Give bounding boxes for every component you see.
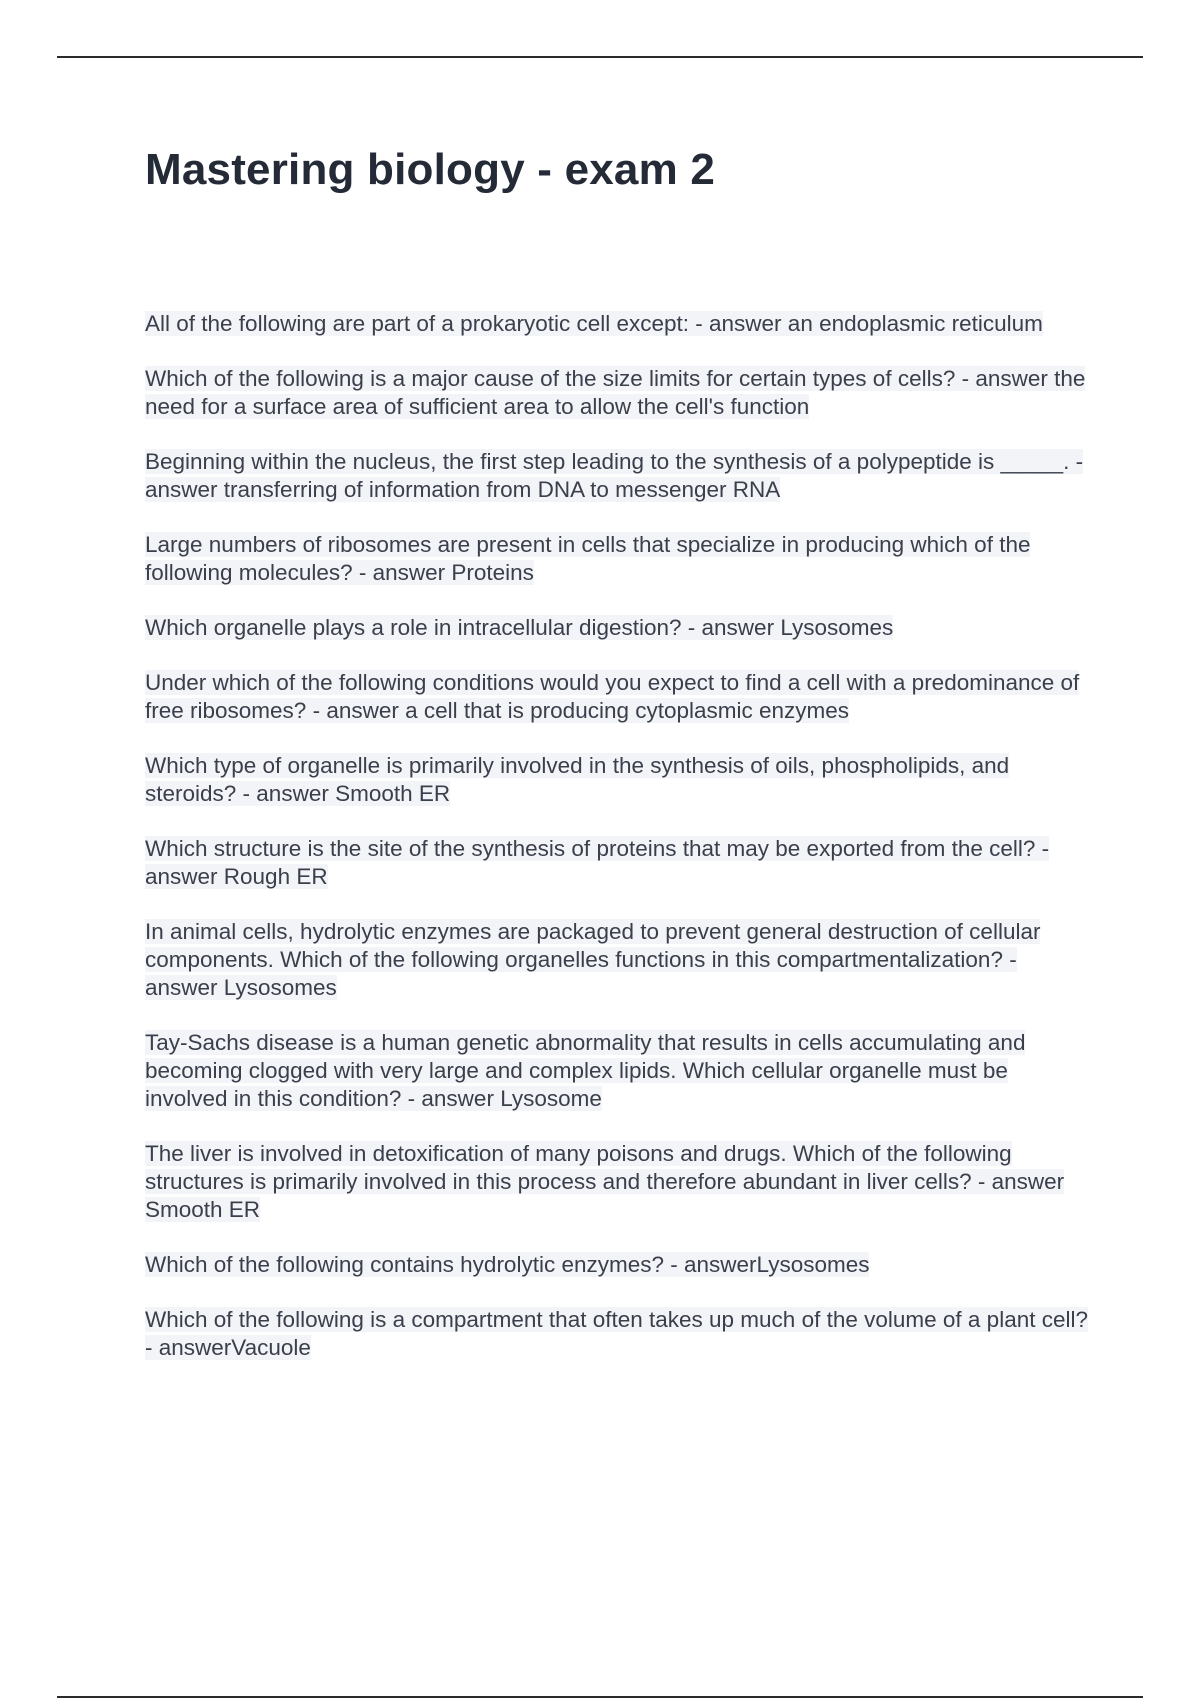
qa-text: Tay-Sachs disease is a human genetic abnormality that results in cells accumulating and becoming clogged with very large and complex lipids. Which cellular organelle must be involved in this condition? - answer Lysosome <box>145 1030 1026 1111</box>
qa-text: Which of the following is a compartment that often takes up much of the volume of a plant cell? - answerVacuole <box>145 1307 1089 1360</box>
qa-text: Which organelle plays a role in intracellular digestion? - answer Lysosomes <box>145 615 894 640</box>
qa-item <box>145 310 1095 338</box>
qa-item <box>145 752 1095 808</box>
qa-item <box>145 1251 1095 1279</box>
qa-item <box>145 1029 1095 1113</box>
qa-text: Which of the following is a major cause of the size limits for certain types of cells? - answer the need for a surface area of sufficient area to allow the cell's function <box>145 366 1086 419</box>
qa-text: The liver is involved in detoxification of many poisons and drugs. Which of the following structures is primarily involved in this process and therefore abundant in liver cells? - answer Smooth ER <box>145 1141 1065 1222</box>
qa-item <box>145 365 1095 421</box>
bottom-rule <box>57 1696 1143 1698</box>
qa-item <box>145 835 1095 891</box>
qa-item <box>145 918 1095 1002</box>
qa-text: Which structure is the site of the synthesis of proteins that may be exported from the cell? - answer Rough ER <box>145 836 1050 889</box>
page-title: Mastering biology - exam 2 <box>145 145 716 194</box>
qa-item <box>145 669 1095 725</box>
qa-text: Large numbers of ribosomes are present in cells that specialize in producing which of the following molecules? - answer Proteins <box>145 532 1031 585</box>
qa-item <box>145 531 1095 587</box>
qa-text: Which type of organelle is primarily involved in the synthesis of oils, phospholipids, and steroids? - answer Smooth ER <box>145 753 1010 806</box>
qa-list <box>145 310 1095 1389</box>
qa-item <box>145 448 1095 504</box>
qa-text: Beginning within the nucleus, the first step leading to the synthesis of a polypeptide is _____. - answer transferring of information from DNA to messenger RNA <box>145 449 1084 502</box>
qa-item <box>145 1306 1095 1362</box>
qa-item <box>145 614 1095 642</box>
qa-text: All of the following are part of a prokaryotic cell except: - answer an endoplasmic reticulum <box>145 311 1043 336</box>
qa-item <box>145 1140 1095 1224</box>
top-rule <box>57 56 1143 58</box>
qa-text: In animal cells, hydrolytic enzymes are packaged to prevent general destruction of cellular components. Which of the following organelles functions in this compartmentalization? - answer Lysosomes <box>145 919 1041 1000</box>
qa-text: Which of the following contains hydrolytic enzymes? - answerLysosomes <box>145 1252 870 1277</box>
qa-text: Under which of the following conditions would you expect to find a cell with a predominance of free ribosomes? - answer a cell that is producing cytoplasmic enzymes <box>145 670 1080 723</box>
